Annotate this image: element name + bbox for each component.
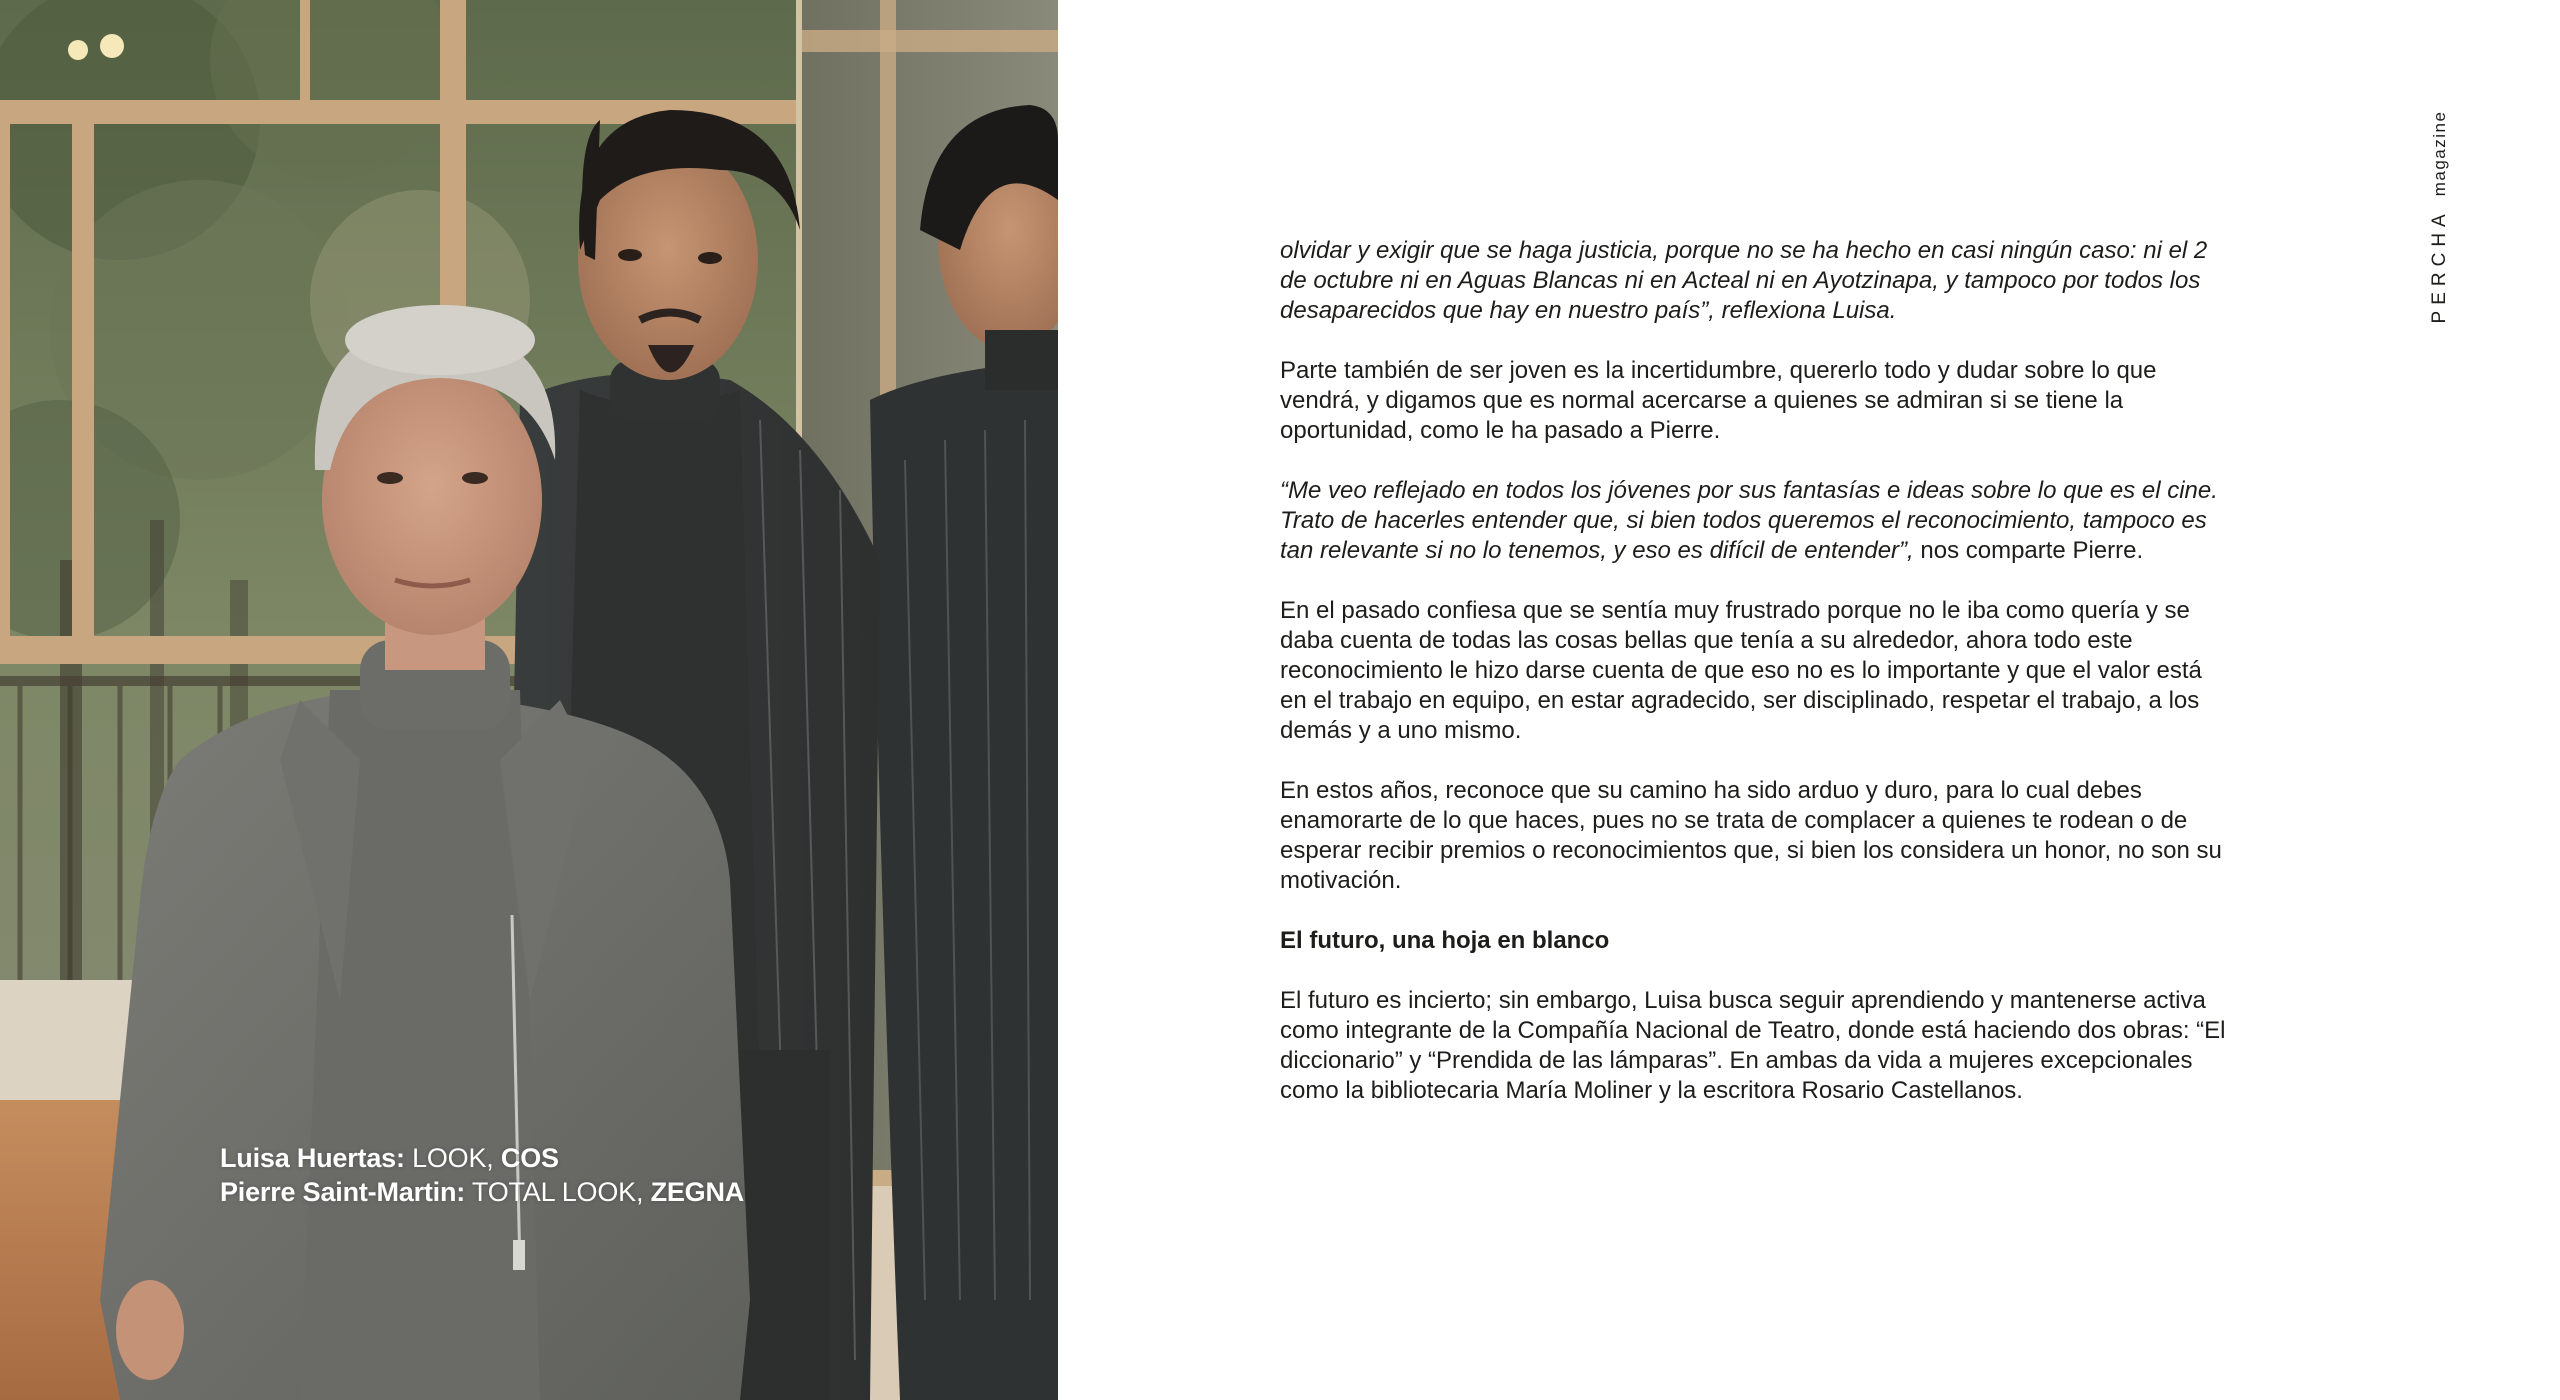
credit-name: Luisa Huertas: <box>220 1143 405 1173</box>
article-body <box>1280 236 2230 1136</box>
credit-name: Pierre Saint-Martin: <box>220 1177 466 1207</box>
quote-attribution: nos comparte Pierre. <box>1913 537 2144 564</box>
paragraph: En el pasado confiesa que se sentía muy frustrado porque no le iba como quería y se daba cuenta de todas las cosas bellas que tenía a su alrededor, ahora todo este reconocimiento le hizo darse cuenta de que eso no es lo importante y que el valor está en el trabajo en equipo, en estar agradecido, ser disciplinado, respetar el trabajo, a los demás y a uno mismo. <box>1280 597 2202 744</box>
credit-luisa <box>220 1141 744 1175</box>
credit-pierre <box>220 1175 744 1209</box>
quote-text: “Me veo reflejado en todos los jóvenes por sus fantasías e ideas sobre lo que es el cine. Trato de hacerles entender que, si bien todos queremos el reconocimiento, tampoco es tan relevante si no lo tenemos, y eso es difícil de entender”, <box>1280 477 2218 564</box>
credit-look: LOOK, <box>412 1143 494 1173</box>
section-subheading: El futuro, una hoja en blanco <box>1280 927 1610 954</box>
magazine-masthead <box>2424 112 2456 322</box>
paragraph-quote-pierre <box>1280 476 2230 566</box>
credit-brand: ZEGNA <box>650 1177 745 1207</box>
brand-name: PERCHA <box>2429 208 2450 324</box>
masthead-text <box>2429 111 2451 324</box>
paragraph: Parte también de ser joven es la incertidumbre, quererlo todo y dudar sobre lo que vendrá, y digamos que es normal acercarse a quienes se admiran si se tiene la oportunidad, como le ha pasado a Pierre. <box>1280 357 2157 444</box>
credit-brand: COS <box>500 1143 559 1173</box>
paragraph: En estos años, reconoce que su camino ha sido arduo y duro, para lo cual debes enamorarte de lo que haces, pues no se trata de complacer a quienes te rodean o de esperar recibir premios o reconocimientos que, si bien los considera un honor, no son su motivación. <box>1280 777 2222 894</box>
editorial-photo <box>0 0 1058 1400</box>
paragraph-quote-luisa: olvidar y exigir que se haga justicia, porque no se ha hecho en casi ningún caso: ni el 2 de octubre ni en Aguas Blancas ni en Acteal ni en Ayotzinapa, y tampoco por todos los desaparecidos que hay en nuestro país”, reflexiona Luisa. <box>1280 237 2208 324</box>
paragraph: El futuro es incierto; sin embargo, Luisa busca seguir aprendiendo y mantenerse activa como integrante de la Compañía Nacional de Teatro, donde está haciendo dos obras: “El diccionario” y “Prendida de las lámparas”. En ambas da vida a mujeres excepcionales como la bibliotecaria María Moliner y la escritora Rosario Castellanos. <box>1280 987 2226 1104</box>
photo-credits <box>220 1141 744 1209</box>
brand-suffix: magazine <box>2430 110 2449 197</box>
credit-look: TOTAL LOOK, <box>471 1177 644 1207</box>
